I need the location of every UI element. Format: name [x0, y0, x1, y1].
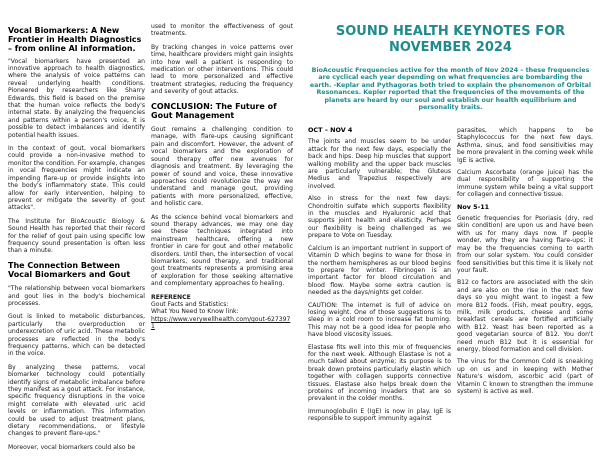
paragraph: The joints and muscles seem to be under attack for the next few days, especially the back and hips. Deep hip muscles that support walking mobility and the upper back muscles are particularly vulnerable; the Gluteus Medius and Trapezius respectively are involved. — [308, 138, 451, 190]
paragraph: Immunoglobulin E (IgE) is now in play. IgE is responsible to support immunity against — [308, 407, 451, 423]
left-article-title: Vocal Biomarkers: A New Frontier in Health Diagnostics – from online AI information. — [8, 26, 142, 54]
paragraph: parasites, which happens to be Staphylococcus for the next few days. Asthma, sinus, and food sensitivities may be more prevalent in the coming week while IgE is active. — [457, 127, 593, 164]
paragraph: Gout remains a challenging condition to manage, with flare-ups causing significant pain and discomfort. However, the advent of vocal biomarkers and the exploration of sound therapy offer new avenues for diagnosis and treatment. By leveraging the power of sound and voice, these innovative approaches could revolutionize the way we understand and manage gout, providing patients with more personalized, effective, and holistic care. — [151, 126, 293, 208]
paragraph: "Vocal biomarkers have presented an innovative approach to health diagnostics, where the analysis of voice patterns can reveal underlying health conditions. Pioneered by researchers like Sharry Edwards, this field is based on the premise that the human voice reflects the body's internal state. By analyzing the frequencies and patterns within a person's voice, it is possible to detect imbalances and identify potential health issues. — [8, 57, 145, 139]
paragraph: The virus for the Common Cold is sneaking up on us and in keeping with Mother Nature's wisdom, ascorbic acid (part of Vitamin C known to strengthen the immune system) is active as well. — [457, 358, 593, 395]
paragraph: Calcium is an important nutrient in support of Vitamin D which begins to wane for those in the northern hemispheres as our blood begins to prepare for winter. Fibrinogen is an important factor for blood circulation and blood flow. Maybe some extra caution is needed as the days/nights get colder. — [308, 244, 451, 297]
paragraph: CAUTION: The internet is full of advice on losing weight. One of those suggestions is to sleep in a cold room to increase fat burning. This may not be a good idea for people who have blood viscosity issues. — [308, 301, 451, 339]
middle-article-column — [151, 23, 293, 331]
paragraph: Genetic frequencies for Psoriasis (dry, red skin condition) are upon us and have been with us for many days now. If people wonder, why they are having flare-ups; it may be the frequencies coming to earth from our solar system. You could consider food sensitivities but this time it is likely not your fault. — [457, 215, 593, 274]
paragraph: The Institute for BioAcoustic Biology & Sound Health has reported that their record for the relief of gout pain using specific low frequency sound presentation is often less than a minute. — [8, 217, 145, 255]
keynotes-left-column — [308, 127, 451, 428]
paragraph: B12 co factors are associated with the skin and are also on the rise in the next few days so you might want to ingest a few more B12 foods. (Fish, meat poultry, eggs, milk, milk products, cheese and some breakfast cereals are fortified artificially with B12. Yeast has been reported as a good vegetarian source of B12. You don't need much B12 but it is essential for energy, blood formation and cell division. — [457, 279, 593, 353]
paragraph: Also in stress for the next few days: Chondroitin sulfate which supports flexibility in the muscles and Hyaluronic acid that supports joint health and elasticity. Perhaps our flexibility is being challenged as we prepare to Vote on Tuesday. — [308, 195, 451, 240]
left-article-column — [8, 26, 145, 457]
paragraph: "The relationship between vocal biomarkers and gout lies in the body's biochemical processes. — [8, 285, 145, 307]
paragraph: By tracking changes in voice patterns over time, healthcare providers might gain insights into how well a patient is responding to medication or other interventions. This could lead to more personalized and effective treatment strategies, reducing the frequency and severity of gout attacks. — [151, 43, 293, 96]
reference-heading: REFERENCE — [151, 293, 191, 301]
page-title: SOUND HEALTH KEYNOTES FOR NOVEMBER 2024 — [335, 24, 566, 55]
date-heading: OCT – NOV 4 — [308, 126, 353, 134]
keynotes-intro: BioAcoustic Frequencies active for the month of Nov 2024 – these frequencies are cyclical each year depending on what frequencies are bombarding the earth. -Keplar and Pythagoras both tried to explain the phenomenon of Orbital Resonances. Kepler reported that the frequencies of the movements of the planets are heard by our soul and establish our health equilibrium and personality traits. — [309, 67, 592, 112]
keynotes-right-column — [457, 127, 593, 400]
paragraph: Elastase fits well into this mix of frequencies for the next week. Although Elastase is not a much talked about enzyme; its purpose is to break down proteins particularly elastin which together with collagen supports connective tissues. Elastase also helps break down the proteins of incoming invaders that are so prevalent in the colder months. — [308, 343, 451, 403]
paragraph: By analyzing these patterns, vocal biomarker technology could potentially identify signs of metabolic imbalance before they manifest as a gout attack. For instance, specific frequency disruptions in the voice might correlate with elevated uric acid levels or inflammation. This information could be used to adjust treatment plans, dietary recommendations, or lifestyle changes to prevent flare-ups." — [8, 363, 145, 438]
paragraph: Calcium Ascorbate (orange juice) has the dual responsibility of supporting the immune system while being a vital support for collagen and connective tissue. — [457, 169, 593, 199]
reference-line: Gout Facts and Statistics: — [151, 301, 229, 308]
paragraph: Moreover, vocal biomarkers could also be — [8, 443, 136, 451]
paragraph: Gout is linked to metabolic disturbances, particularly the overproduction or underexcretion of uric acid. These metabolic processes are reflected in the body's frequency patterns, which can be detected in the voice. — [8, 313, 145, 358]
conclusion-heading: CONCLUSION: The Future of Gout Management — [151, 101, 277, 120]
paragraph: In the context of gout, vocal biomarkers could provide a non-invasive method to monitor the condition. For example, changes in vocal frequencies might indicate an impending flare-up or provide insights into the body's inflammatory state. This could allow for early intervention, helping to prevent or mitigate the severity of gout attacks". — [8, 145, 145, 212]
section-heading: The Connection Between Vocal Biomarkers and Gout — [8, 260, 131, 279]
date-heading: Nov 5-11 — [457, 202, 490, 211]
paragraph: As the science behind vocal biomarkers and sound therapy advances, we may one day see these techniques integrated into mainstream healthcare, offering a new frontier in care for gout and other metabolic disorders. Until then, the intersection of vocal biomarkers, sound therapy, and traditional gout treatments represents a promising area of exploration for those seeking alternative and complementary approaches to healing. — [151, 213, 293, 288]
reference-line: What You Need to Know link: — [151, 308, 239, 316]
reference-link[interactable]: https://www.verywellhealth.com/gout-6273971 — [151, 315, 291, 331]
paragraph: used to monitor the effectiveness of gout treatments. — [151, 23, 293, 38]
